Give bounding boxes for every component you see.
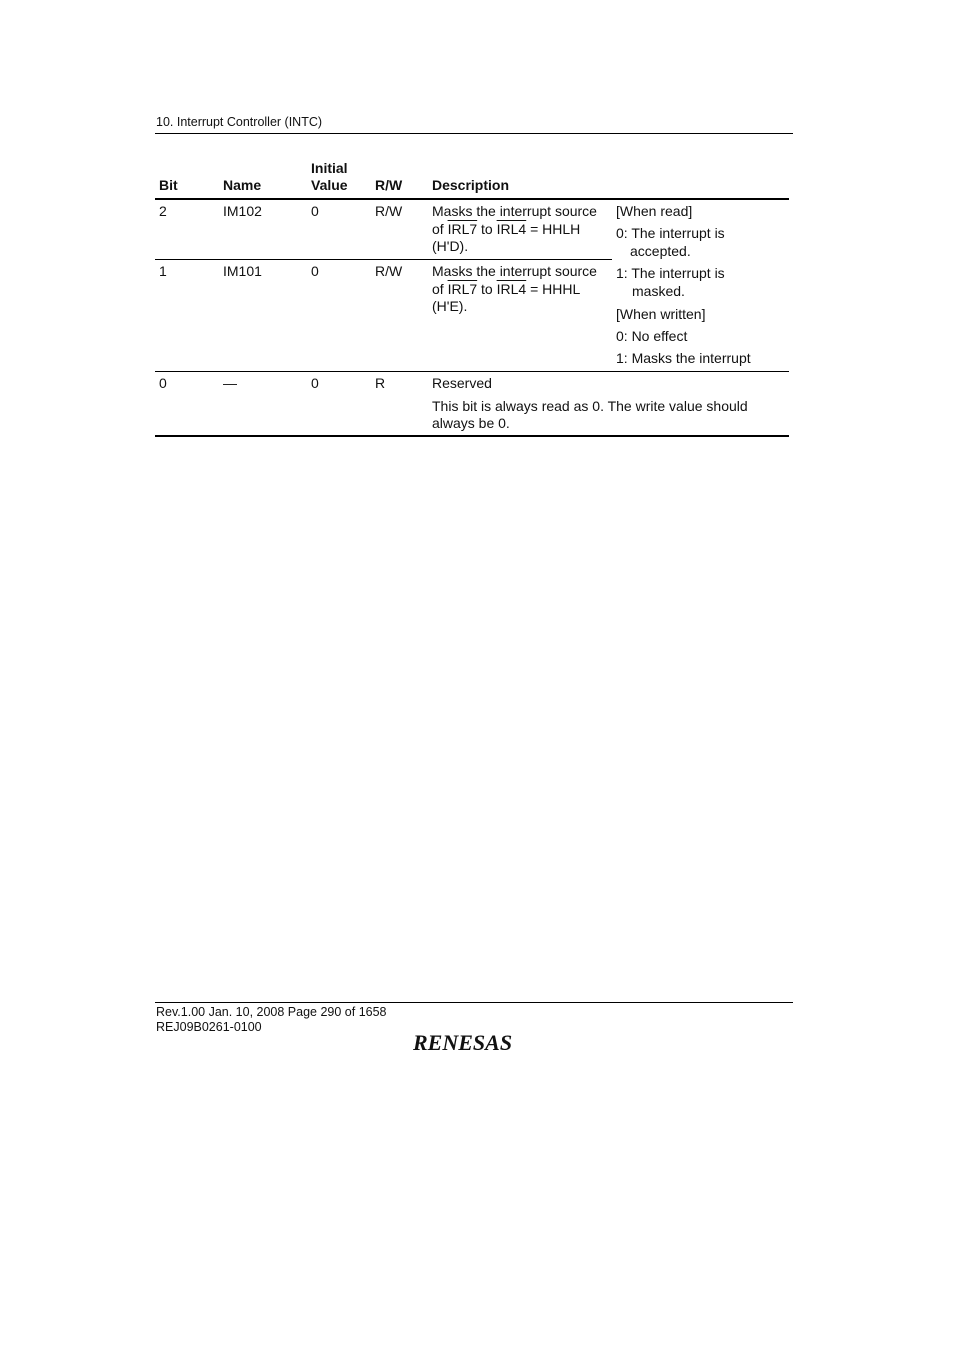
shared-desc-line: 1: Masks the interrupt [616, 350, 751, 366]
row-desc-line: of IRL7 to IRL4 = HHHL [432, 281, 581, 297]
row-desc-line: Masks the interrupt source [432, 263, 597, 279]
renesas-logo [413, 1031, 533, 1053]
shared-desc-line: 0: No effect [616, 328, 688, 344]
row-rw: R/W [375, 263, 403, 279]
row-bit: 1 [159, 263, 167, 279]
col-header-rw: R/W [375, 177, 403, 193]
row-desc-line: This bit is always read as 0. The write value should [432, 398, 748, 414]
row-desc-line: Reserved [432, 375, 492, 391]
row-rw: R [375, 375, 386, 391]
row-name: — [223, 375, 237, 391]
shared-desc-line: masked. [632, 283, 685, 299]
shared-desc-line: [When written] [616, 306, 706, 322]
row-initial: 0 [311, 263, 319, 279]
row-divider [155, 371, 789, 372]
footer-doc-number: REJ09B0261-0100 [156, 1020, 262, 1034]
shared-desc-line: accepted. [630, 243, 691, 259]
col-header-description: Description [432, 177, 510, 193]
row-name: IM102 [223, 203, 262, 219]
col-header-name: Name [223, 177, 262, 193]
header-rule [155, 133, 793, 134]
renesas-logo-text: RENESAS [413, 1031, 513, 1053]
row-desc-line: Masks the interrupt source [432, 203, 597, 219]
footer-revision: Rev.1.00 Jan. 10, 2008 Page 290 of 1658 [156, 1005, 387, 1019]
col-header-value: Value [311, 177, 348, 193]
row-desc-line: of IRL7 to IRL4 = HHLH [432, 221, 581, 237]
row-name: IM101 [223, 263, 262, 279]
shared-desc-line: 1: The interrupt is [616, 265, 725, 281]
row-desc-line: (H'D). [432, 238, 469, 254]
running-header: 10. Interrupt Controller (INTC) [156, 115, 323, 129]
table-bottom-rule [155, 435, 789, 437]
shared-desc-line: [When read] [616, 203, 693, 219]
footer-rule [155, 1002, 793, 1003]
row-desc-line: always be 0. [432, 415, 510, 431]
row-bit: 2 [159, 203, 167, 219]
table-header-rule [155, 198, 789, 200]
shared-desc-line: 0: The interrupt is [616, 225, 725, 241]
col-header-bit: Bit [159, 177, 178, 193]
row-desc-line: (H'E). [432, 298, 468, 314]
row-initial: 0 [311, 203, 319, 219]
row-bit: 0 [159, 375, 167, 391]
col-header-initial: Initial [311, 160, 348, 176]
row-rw: R/W [375, 203, 403, 219]
row-divider [155, 259, 612, 260]
row-initial: 0 [311, 375, 319, 391]
